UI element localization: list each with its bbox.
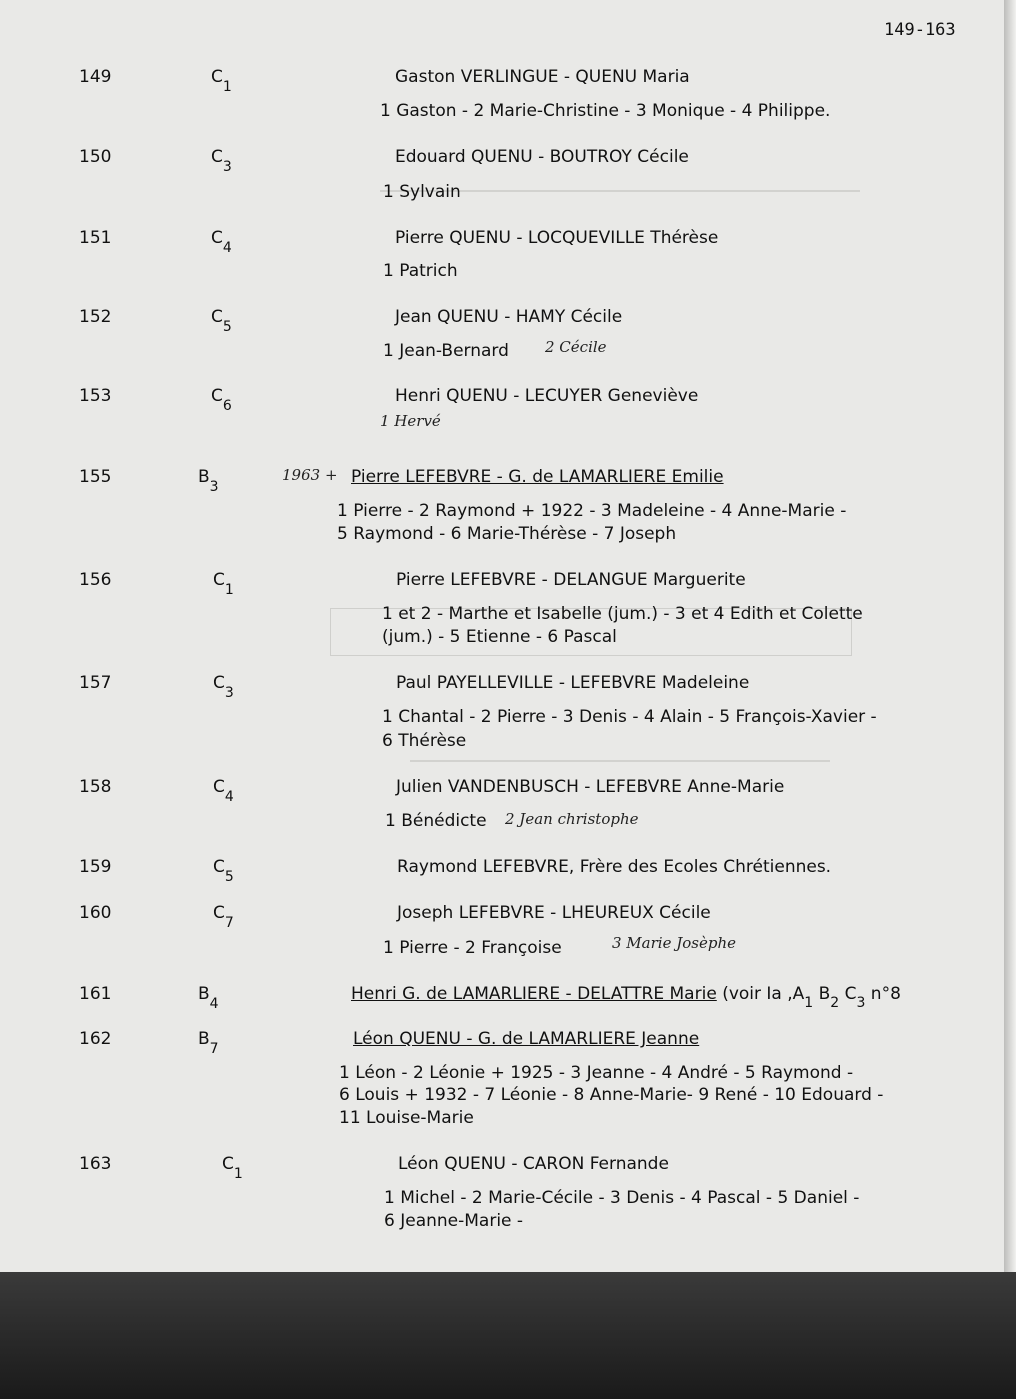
entry-number: 159 xyxy=(79,857,112,877)
couple-name: Gaston VERLINGUE - QUENU Maria xyxy=(395,67,690,87)
entry-number: 160 xyxy=(79,903,112,923)
generation-code: $C_3$ xyxy=(211,147,232,175)
couple-name: Edouard QUENU - BOUTROY Cécile xyxy=(395,147,689,167)
entry-number: 156 xyxy=(79,570,112,590)
couple-name-with-note: Henri G. de LAMARLIERE - DELATTRE Marie (voir Ia $,A_1$ $B_2$ $C_3$ n°8 xyxy=(351,984,901,1011)
children-list: 1 Pierre - 2 Françoise xyxy=(383,938,562,958)
children-list: 6 Louis + 1932 - 7 Léonie - 8 Anne-Marie- 9 René - 10 Edouard - xyxy=(339,1085,884,1105)
generation-code: $C_4$ xyxy=(213,777,234,805)
couple-name: Henri QUENU - LECUYER Geneviève xyxy=(395,386,699,406)
couple-name: Pierre QUENU - LOCQUEVILLE Thérèse xyxy=(395,228,719,248)
couple-name: Joseph LEFEBVRE - LHEUREUX Cécile xyxy=(397,903,711,923)
page-range: 149-163 xyxy=(884,20,956,40)
entry-number: 163 xyxy=(79,1154,112,1174)
entry-number: 152 xyxy=(79,307,112,327)
couple-name: Pierre LEFEBVRE - DELANGUE Marguerite xyxy=(396,570,746,590)
generation-code: $C_1$ xyxy=(222,1154,243,1182)
entry-number: 158 xyxy=(79,777,112,797)
entry-number: 161 xyxy=(79,984,112,1004)
entry-number: 155 xyxy=(79,467,112,487)
couple-name: Léon QUENU - CARON Fernande xyxy=(398,1154,669,1174)
generation-code: $C_1$ xyxy=(213,570,234,598)
page-edge xyxy=(1004,0,1016,1272)
generation-code: $C_3$ xyxy=(213,673,234,701)
handwritten-annotation: 1 Hervé xyxy=(380,412,441,430)
couple-name: Julien VANDENBUSCH - LEFEBVRE Anne-Marie xyxy=(396,777,785,797)
generation-code: $B_4$ xyxy=(198,984,219,1012)
couple-name: Pierre LEFEBVRE - G. de LAMARLIERE Emilie xyxy=(351,467,724,487)
entry-number: 150 xyxy=(79,147,112,167)
couple-name: Léon QUENU - G. de LAMARLIERE Jeanne xyxy=(353,1029,700,1049)
entry-number: 149 xyxy=(79,67,112,87)
children-list: 6 Jeanne-Marie - xyxy=(384,1211,524,1231)
handwritten-annotation: 2 Cécile xyxy=(545,338,607,356)
children-list: 1 et 2 - Marthe et Isabelle (jum.) - 3 et 4 Edith et Colette xyxy=(382,604,863,624)
children-list: 1 Patrich xyxy=(383,261,458,281)
generation-code: $C_1$ xyxy=(211,67,232,95)
children-list: 1 Léon - 2 Léonie + 1925 - 3 Jeanne - 4 André - 5 Raymond - xyxy=(339,1063,854,1083)
children-list: 1 Jean-Bernard xyxy=(383,341,509,361)
couple-name: Jean QUENU - HAMY Cécile xyxy=(395,307,623,327)
children-list: (jum.) - 5 Etienne - 6 Pascal xyxy=(382,627,617,647)
children-list: 11 Louise-Marie xyxy=(339,1108,474,1128)
entry-number: 157 xyxy=(79,673,112,693)
generation-code: $C_6$ xyxy=(211,386,232,414)
children-list: 1 Gaston - 2 Marie-Christine - 3 Monique - 4 Philippe. xyxy=(380,101,831,121)
handwritten-annotation: 1963 + xyxy=(282,466,338,484)
generation-code: $C_4$ xyxy=(211,228,232,256)
bleed-through-mark xyxy=(410,760,830,762)
children-list: 1 Chantal - 2 Pierre - 3 Denis - 4 Alain - 5 François-Xavier - xyxy=(382,707,877,727)
entry-number: 153 xyxy=(79,386,112,406)
children-list: 1 Sylvain xyxy=(383,182,461,202)
generation-code: $C_5$ xyxy=(211,307,232,335)
generation-code: $B_7$ xyxy=(198,1029,219,1057)
handwritten-annotation: 2 Jean christophe xyxy=(505,810,639,828)
couple-name: Paul PAYELLEVILLE - LEFEBVRE Madeleine xyxy=(396,673,750,693)
children-list: 6 Thérèse xyxy=(382,731,467,751)
children-list: 1 Michel - 2 Marie-Cécile - 3 Denis - 4 Pascal - 5 Daniel - xyxy=(384,1188,860,1208)
children-list: 1 Pierre - 2 Raymond + 1922 - 3 Madeleine - 4 Anne-Marie - xyxy=(337,501,847,521)
entry-number: 162 xyxy=(79,1029,112,1049)
handwritten-annotation: 3 Marie Josèphe xyxy=(612,934,736,952)
generation-code: $C_7$ xyxy=(213,903,234,931)
scan-background xyxy=(0,1272,1016,1399)
entry-number: 151 xyxy=(79,228,112,248)
generation-code: $B_3$ xyxy=(198,467,219,495)
children-list: 5 Raymond - 6 Marie-Thérèse - 7 Joseph xyxy=(337,524,677,544)
children-list: 1 Bénédicte xyxy=(385,811,487,831)
generation-code: $C_5$ xyxy=(213,857,234,885)
couple-name: Raymond LEFEBVRE, Frère des Ecoles Chrétiennes. xyxy=(397,857,832,877)
